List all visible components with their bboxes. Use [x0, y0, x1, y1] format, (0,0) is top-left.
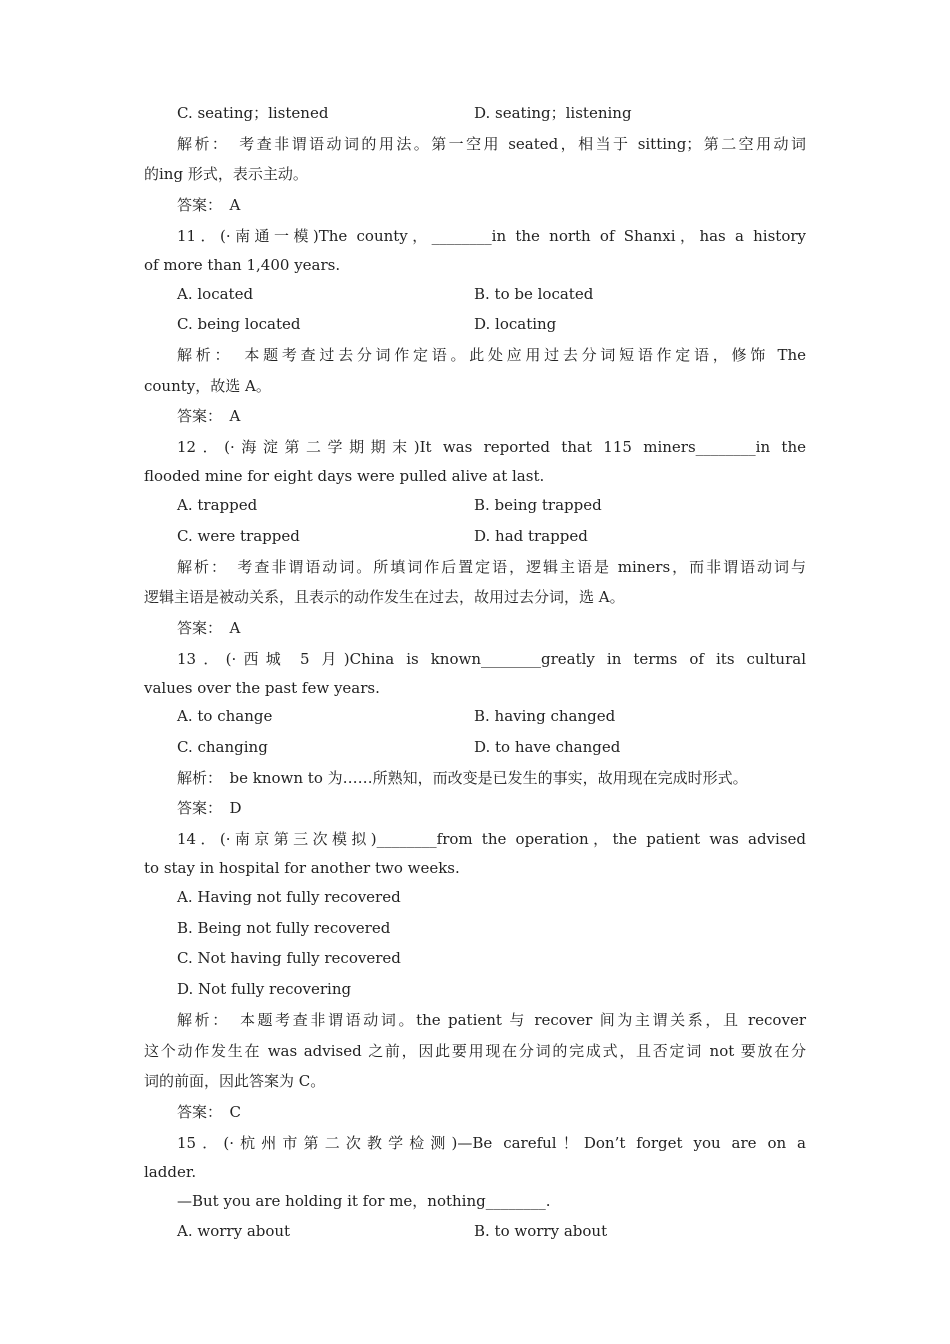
option-c: C. changing [177, 738, 268, 756]
option-a: A. located [177, 285, 254, 303]
answer-line: 答案： A [177, 619, 241, 637]
explanation-line: 的ing 形式，表示主动。 [144, 165, 308, 183]
question-stem: 12．(·海淀第二学期期末)It was reported that 115 miners________in the [177, 438, 806, 456]
question-stem: 13．(·西城 5 月)China is known________greatly in terms of its cultural [177, 650, 806, 668]
explanation-line: 逻辑主语是被动关系，且表示的动作发生在过去，故用过去分词，选 A。 [144, 588, 625, 606]
option-d: D. Not fully recovering [177, 980, 352, 998]
question-stem: of more than 1,400 years. [144, 256, 341, 274]
option-c: C. seating；listened [177, 104, 329, 122]
option-d: D. locating [474, 315, 557, 333]
explanation-line: 解析： 考查非谓语动词。所填词作后置定语，逻辑主语是 miners，而非谓语动词与 [177, 558, 806, 576]
explanation-line: 这个动作发生在 was advised 之前，因此要用现在分词的完成式，且否定词 not 要放在分 [144, 1042, 806, 1060]
option-b: B. being trapped [474, 496, 602, 514]
option-a: A. to change [177, 707, 273, 725]
explanation-line: 解析： 考查非谓语动词的用法。第一空用 seated，相当于 sitting；第二空用动词 [177, 135, 806, 153]
question-stem: ladder. [144, 1163, 197, 1181]
answer-line: 答案： A [177, 196, 241, 214]
option-d: D. to have changed [474, 738, 621, 756]
option-a: A. worry about [177, 1222, 291, 1240]
answer-line: 答案： C [177, 1103, 241, 1121]
option-d: D. had trapped [474, 527, 588, 545]
question-stem: 11．(·南通一模)The county，________in the north of Shanxi，has a history [177, 227, 806, 245]
explanation-line: 解析： be known to 为……所熟知，而改变是已发生的事实，故用现在完成时形式。 [177, 769, 748, 787]
question-stem: 14．(·南京第三次模拟)________from the operation，the patient was advised [177, 830, 806, 848]
option-b: B. to be located [474, 285, 594, 303]
question-stem: —But you are holding it for me，nothing________. [177, 1192, 551, 1210]
explanation-line: 解析： 本题考查非谓语动词。the patient 与 recover 间为主谓关系，且 recover [177, 1011, 806, 1029]
option-b: B. to worry about [474, 1222, 608, 1240]
question-stem: flooded mine for eight days were pulled alive at last. [144, 467, 545, 485]
answer-line: 答案： D [177, 799, 242, 817]
option-a: A. trapped [177, 496, 258, 514]
explanation-line: 解析： 本题考查过去分词作定语。此处应用过去分词短语作定语，修饰 The [177, 346, 806, 364]
option-c: C. Not having fully recovered [177, 949, 401, 967]
option-b: B. Being not fully recovered [177, 919, 391, 937]
option-c: C. were trapped [177, 527, 300, 545]
option-a: A. Having not fully recovered [177, 888, 401, 906]
option-d: D. seating；listening [474, 104, 632, 122]
option-b: B. having changed [474, 707, 616, 725]
question-stem: values over the past few years. [144, 679, 380, 697]
explanation-line: county，故选 A。 [144, 377, 271, 395]
explanation-line: 词的前面，因此答案为 C。 [144, 1072, 326, 1090]
question-stem: to stay in hospital for another two weeks. [144, 859, 460, 877]
option-c: C. being located [177, 315, 301, 333]
answer-line: 答案： A [177, 407, 241, 425]
question-stem: 15．(·杭州市第二次教学检测)—Be careful！Don’t forget you are on a [177, 1134, 806, 1152]
